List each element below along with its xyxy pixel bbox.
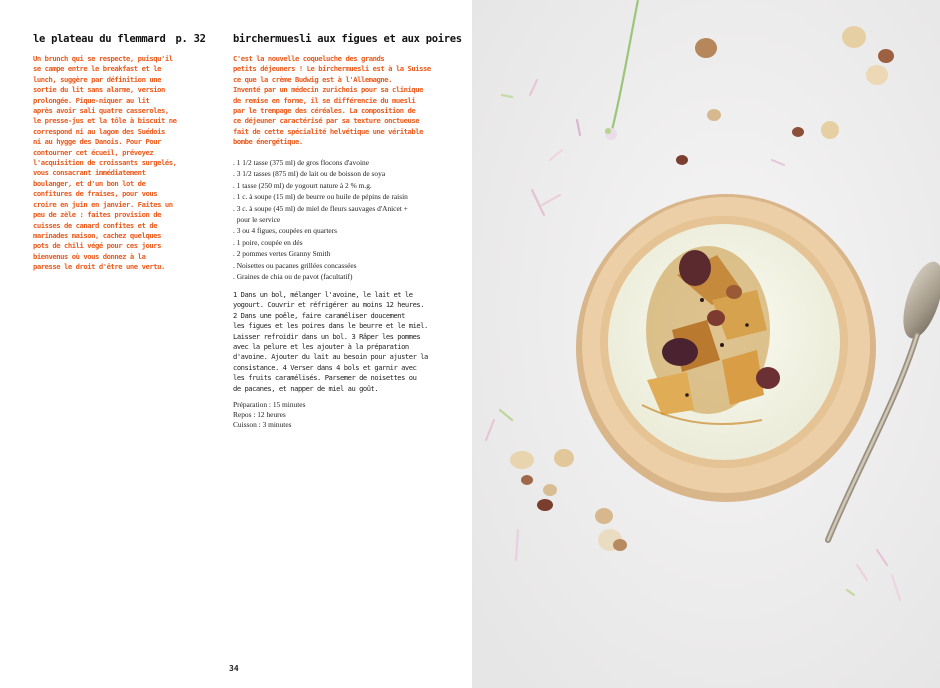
- left-line: ni au hygge des Danois. Pour Pour: [33, 137, 161, 147]
- recipe-title: birchermuesli aux figues et aux poires: [233, 33, 462, 45]
- left-line: pots de chili végé pour ces jours: [33, 241, 161, 251]
- left-line: sortie du lit sans alarme, version: [33, 85, 165, 95]
- step-line: 1 Dans un bol, mélanger l'avoine, le lait et le: [233, 290, 413, 299]
- recipe-intro-line: bombe énergétique.: [233, 137, 303, 147]
- recipe-intro-line: petits déjeuners ! Le birchermuesli est à la Suisse: [233, 64, 431, 74]
- left-line: correspond ni au lagom des Suédois: [33, 126, 165, 136]
- recipe-steps: [233, 290, 463, 394]
- left-line: croire en juin en janvier. Faites un: [33, 199, 173, 209]
- left-line: après avoir sali quatre casseroles,: [33, 106, 169, 116]
- left-heading-title: le plateau du flemmard: [33, 33, 166, 45]
- step-line: avec la pelure et les ajouter à la préparation: [233, 342, 409, 352]
- ingredient-item: . 1 poire, coupée en dés: [233, 237, 303, 247]
- ingredient-item: . Noisettes ou pacanes grillées concassées: [233, 260, 357, 270]
- ingredient-item: . 1 1/2 tasse (375 ml) de gros flocons d'avoine: [233, 158, 369, 167]
- page-number: 34: [229, 664, 239, 673]
- left-line: Un brunch qui se respecte, puisqu'il: [33, 54, 173, 63]
- bowl-of-birchermuesli-photo: [472, 0, 940, 688]
- ingredient-item: . Graines de chia ou de pavot (facultatif): [233, 272, 353, 282]
- recipe-intro-line: Inventé par un médecin zurichois pour sa clinique: [233, 85, 423, 95]
- step-line: yogourt. Couvrir et réfrigérer au moins 12 heures.: [233, 300, 425, 310]
- left-heading: [33, 33, 206, 45]
- ingredient-item: . 3 ou 4 figues, coupées en quarters: [233, 226, 338, 236]
- left-line: bienvenus où vous donnez à la: [33, 251, 146, 261]
- left-line: se campe entre le breakfast et le: [33, 64, 161, 74]
- recipe-intro: [233, 54, 431, 148]
- ingredient-item: . 1 c. à soupe (15 ml) de beurre ou huile de pépins de raisin: [233, 192, 408, 202]
- left-line: cuisses de canard confites et de: [33, 220, 158, 230]
- recipe-intro-line: par le trempage des céréales. La composition de: [233, 106, 416, 116]
- step-line: les fruits caramélisés. Parsemer de noisettes ou: [233, 373, 417, 383]
- cook-time: Cuisson : 3 minutes: [233, 420, 292, 429]
- ingredient-item: pour le service: [233, 215, 281, 225]
- left-line: l'acquisition de croissants surgelés,: [33, 158, 177, 168]
- step-line: 2 Dans une poêle, faire caraméliser doucement: [233, 310, 405, 320]
- step-line: Laisser refroidir dans un bol. 3 Râper les pommes: [233, 331, 421, 341]
- step-line: les figues et les poires dans le beurre et le miel.: [233, 321, 428, 331]
- ingredient-item: . 3 c. à soupe (45 ml) de miel de fleurs sauvages d'Anicet +: [233, 203, 408, 213]
- recipe-intro-line: de remise en forme, il se différencie du muesli: [233, 95, 416, 105]
- left-line: prolongée. Pique-niquer au lit: [33, 95, 150, 105]
- step-line: de pacanes, et napper de miel au goût.: [233, 383, 379, 393]
- left-line: contourner cet écueil, prévoyez: [33, 147, 154, 157]
- left-line: lunch, suggère par définition une: [33, 74, 161, 84]
- left-line: vous consacrant immédiatement: [33, 168, 146, 178]
- photo-illustration: [472, 0, 940, 688]
- recipe-intro-line: C'est la nouvelle coqueluche des grands: [233, 54, 385, 63]
- ingredient-item: . 3 1/2 tasses (875 ml) de lait ou de boisson de soya: [233, 169, 386, 179]
- rest-time: Repos : 12 heures: [233, 410, 286, 419]
- ingredient-list: [233, 157, 463, 282]
- ingredient-item: . 2 pommes vertes Granny Smith: [233, 249, 331, 259]
- left-line: peu de zèle : faites provision de: [33, 210, 161, 220]
- recipe-times: [233, 400, 305, 430]
- recipe-intro-line: ce que la crème Budwig est à l'Allemagne.: [233, 74, 392, 84]
- step-line: d'avoine. Ajouter du lait au besoin pour ajuster la: [233, 352, 428, 362]
- left-line: boulanger, et d'un bon lot de: [33, 178, 146, 188]
- left-intro-text: [33, 54, 176, 273]
- recipe-intro-line: fait de cette spécialité helvétique une véritable: [233, 126, 423, 136]
- recipe-intro-line: ce déjeuner caractérisé par sa texture onctueuse: [233, 116, 420, 126]
- left-heading-page-ref: p. 32: [175, 33, 206, 45]
- left-line: confitures de fraises, pour vous: [33, 189, 158, 199]
- ingredient-item: . 1 tasse (250 ml) de yogourt nature à 2 % m.g.: [233, 180, 372, 190]
- step-line: consistance. 4 Verser dans 4 bols et garnir avec: [233, 362, 417, 372]
- left-line: paresse le droit d'être une vertu.: [33, 262, 165, 272]
- left-line: le presse-jus et la tôle à biscuit ne: [33, 116, 177, 126]
- prep-time: Préparation : 15 minutes: [233, 400, 306, 409]
- left-line: marinades maison, cachez quelques: [33, 230, 161, 240]
